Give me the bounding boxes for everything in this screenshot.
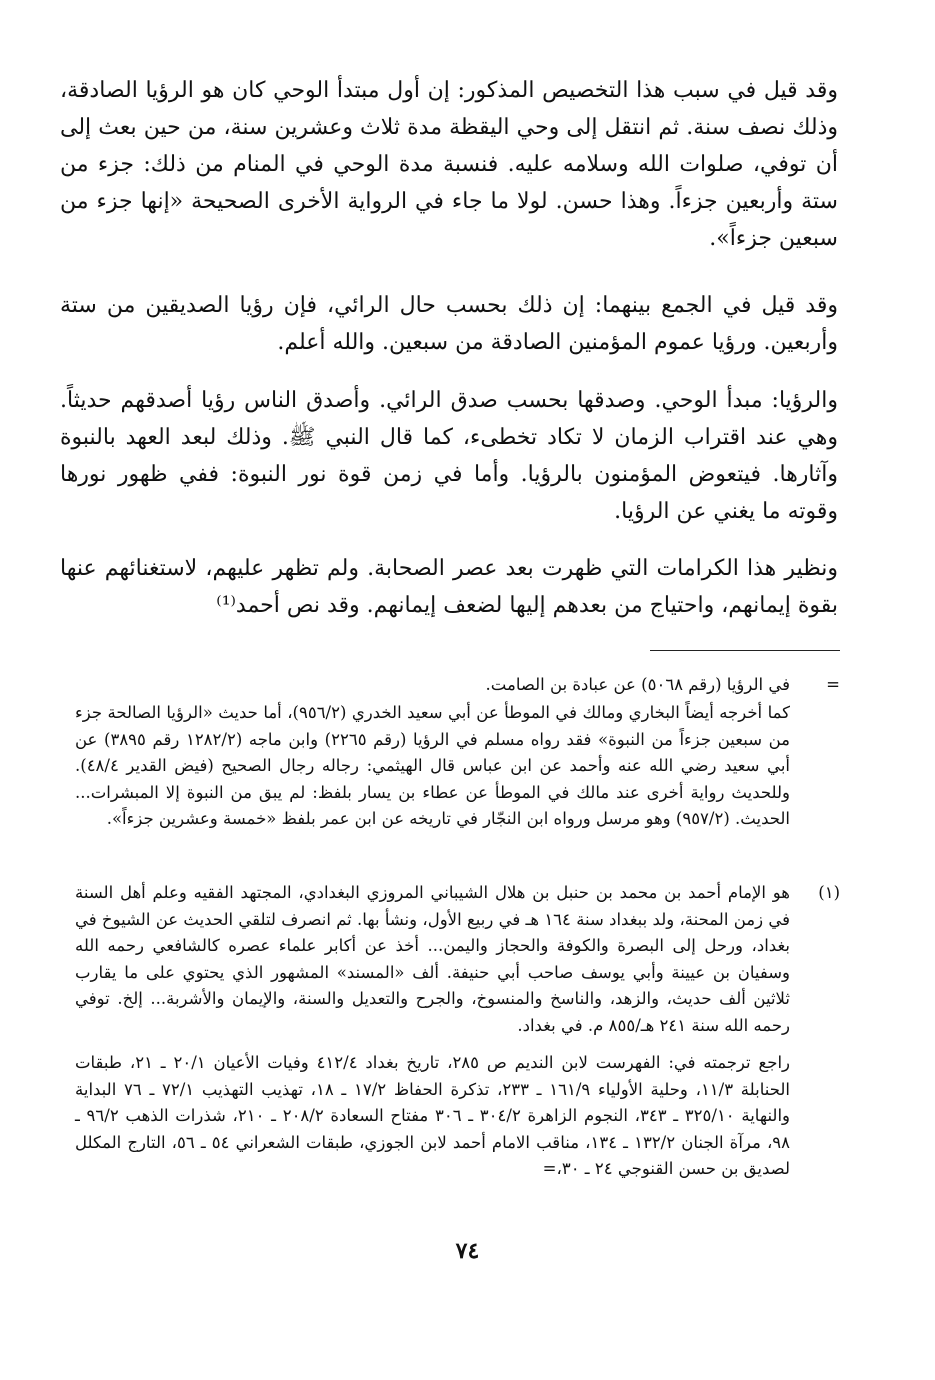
footnote-1-marker: (١) — [818, 883, 840, 902]
paragraph-4: ونظير هذا الكرامات التي ظهرت بعد عصر الصحابة. ولم تظهر عليهم، لاستغنائهم عنها بقوة إيمانهم، واحتياج من بعدهم إليها لضعف إيمانهم. وقد نص أحمد⁽¹⁾ — [60, 556, 838, 618]
footnote-1-biography: هو الإمام أحمد بن محمد بن حنبل بن هلال الشيباني المروزي البغدادي، المجتهد الفقيه وعلم أهل السنة في زمن المحنة، ولد ببغداد سنة ١٦٤ هـ في ربيع الأول، ونشأ بها. ثم انصرف لتلقي الحديث عن الشيوخ في بغداد، ورحل إلى البصرة والكوفة والحجاز واليمن... أخذ عن أكابر علماء عصره كالشافعي رحمه الله وسفيان بن عيينة وأبي يوسف صاحب أبي حنيفة. ألف «المسند» المشهور الذي يحتوي على ما يقارب ثلاثين ألف حديث، والزهد، والناسخ والمنسوخ، والجرح والتعديل والسنة، والإيمان والأشربة... إلخ. توفي رحمه الله سنة ٢٤١ هـ/٨٥٥ م. في بغداد. — [75, 883, 790, 1035]
paragraph-2: وقد قيل في الجمع بينهما: إن ذلك بحسب حال الرائي، فإن رؤيا الصديقين من ستة وأربعين. ورؤيا عموم المؤمنين الصادقة من سبعين. والله أعلم. — [60, 293, 838, 355]
page-number: ٧٤ — [455, 1238, 480, 1264]
footnote-continuation-text: كما أخرجه أيضاً البخاري ومالك في الموطأ عن أبي سعيد الخدري (٩٥٦/٢)، أما حديث «الرؤيا الصالحة جزء من سبعين جزءاً من النبوة» فقد رواه مسلم في الرؤيا (رقم ٢٢٦٥) وابن ماجه (١٢٨٢/٢ رقم ٣٨٩٥) عن أبي سعيد رضي الله عنه وأحمد عن ابن عباس قال الهيثمي: رجاله رجال الصحيح (فيض القدير ٤٨/٤). وللحديث رواية أخرى عند مالك في الموطأ عن عطاء بن يسار بلفظ: لم يبق من النبوة إلا المبشرات... الحديث. (٩٥٧/٢) وهو مرسل ورواه ابن النجّار في تاريخه عن ابن عمر بلفظ «خمسة وعشرين جزءاً». — [75, 703, 791, 828]
paragraph-1: وقد قيل في سبب هذا التخصيص المذكور: إن أول مبتدأ الوحي كان هو الرؤيا الصادقة، وذلك نصف سنة. ثم انتقل إلى وحي اليقظة مدة ثلاث وعشرين سنة، من حين بعث إلى أن توفي، صلوات الله وسلامه عليه. فنسبة مدة الوحي في المنام من ذلك: جزء من ستة وأربعين جزءاً. وهذا حسن. لولا ما جاء في الرواية الأخرى الصحيحة «إنها جزء من سبعين جزءاً». — [60, 78, 838, 251]
paragraph-3: والرؤيا: مبدأ الوحي. وصدقها بحسب صدق الرائي. وأصدق الناس رؤيا أصدقهم حديثاً. وهي عند اقتراب الزمان لا تكاد تخطىء، كما قال النبي ﷺ. وذلك لبعد العهد بالنبوة وآثارها. فيتعوض المؤمنون بالرؤيا. وأما في زمن قوة نور النبوة: ففي ظهور نورها وقوته ما يغني عن الرؤيا. — [60, 388, 838, 524]
footnote-separator — [650, 650, 840, 651]
footnote-continuation-line: في الرؤيا (رقم ٥٠٦٨) عن عبادة بن الصامت. — [485, 675, 790, 694]
footnote-continuation-marker: = — [826, 675, 840, 694]
footnote-1-references: راجع ترجمته في: الفهرست لابن النديم ص ٢٨٥، تاريخ بغداد ٤١٢/٤ وفيات الأعيان ٢٠/١ ـ ٢١، طبقات الحنابلة ١١/٣، وحلية الأولياء ١٦١/٩ ـ ٢٣٣، تذكرة الحفاظ ١٧/٢ ـ ١٨، تهذيب التهذيب ٧٢/١ ـ ٧٦ البداية والنهاية ٣٢٥/١٠ ـ ٣٤٣، النجوم الزاهرة ٣٠٤/٢ ـ ٣٠٦ مفتاح السعادة ٢٠٨/٢ ـ ٢١٠، شذرات الذهب ٩٦/٢ ـ ٩٨، مرآة الجنان ١٣٢/٢ ـ ١٣٤، مناقب الامام أحمد لابن الجوزي، طبقات الشعراني ٥٤ ـ ٥٦، التارج المكلل لصديق بن حسن القنوجي ٢٤ ـ ٣٠،= — [75, 1053, 791, 1178]
